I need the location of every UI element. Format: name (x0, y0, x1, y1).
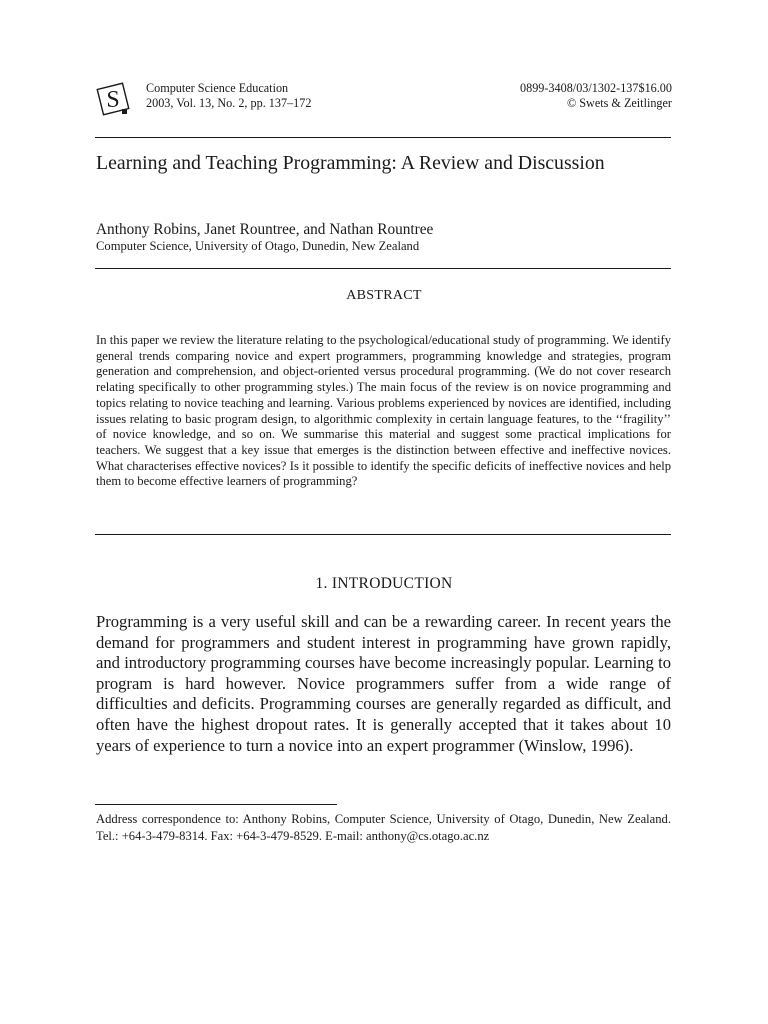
abstract-text: In this paper we review the literature relating to the psychological/educational study of programming. We identify general trends comparing novice and expert programmers, programming knowledge and strategies, program generation and comprehension, and object-oriented versus procedural programming. (We do not cover research relating specifically to other programming styles.) The main focus of the review is on novice programming and topics relating to novice teaching and learning. Various problems experienced by novices are identified, including issues relating to basic program design, to algorithmic complexity in certain language features, to the ‘‘fragility’’ of novice knowledge, and so on. We summarise this material and suggest some practical implications for teachers. We suggest that a key issue that emerges is the distinction between effective and ineffective novices. What characterises effective novices? Is it possible to identify the specific deficits of ineffective novices and help them to become effective learners of programming? (96, 333, 671, 489)
journal-name: Computer Science Education (146, 81, 289, 95)
correspondence-footnote: Address correspondence to: Anthony Robins, Computer Science, University of Otago, Dunedin, New Zealand. Tel.: +64-3-479-8314. Fax: +64-3-479-8529. E-mail: anthony@cs.otago.ac.nz (96, 812, 671, 843)
header-divider (95, 137, 671, 138)
journal-citation: 2003, Vol. 13, No. 2, pp. 137–172 (146, 95, 312, 110)
title-divider (95, 268, 671, 269)
article-authors: Anthony Robins, Janet Rountree, and Nathan Rountree (96, 221, 434, 238)
publication-info (520, 81, 672, 110)
journal-info (146, 81, 311, 110)
section-heading-introduction: 1. INTRODUCTION (315, 575, 453, 592)
logo-letter: S (106, 87, 120, 113)
issn-code: 0899-3408/03/1302-137$16.00 (520, 81, 672, 95)
introduction-text: Programming is a very useful skill and can be a rewarding career. In recent years the demand for programmers and student interest in programming have grown rapidly, and introductory programming courses have become increasingly popular. Learning to program is hard however. Novice programmers suffer from a wide range of difficulties and deficits. Programming courses are generally regarded as difficult, and often have the highest dropout rates. It is generally accepted that it takes about 10 years of experience to turn a novice into an expert programmer (Winslow, 1996). (96, 612, 671, 755)
publisher-name: Swets & Zeitlinger (579, 95, 672, 110)
footnote-divider (95, 804, 337, 805)
abstract-divider (95, 534, 671, 535)
copyright-symbol: © (566, 95, 577, 110)
publisher-line (520, 96, 672, 111)
abstract-heading: ABSTRACT (346, 288, 422, 303)
publisher-logo-icon (96, 82, 130, 116)
author-affiliation: Computer Science, University of Otago, Dunedin, New Zealand (96, 239, 420, 253)
article-title: Learning and Teaching Programming: A Review and Discussion (96, 152, 605, 174)
